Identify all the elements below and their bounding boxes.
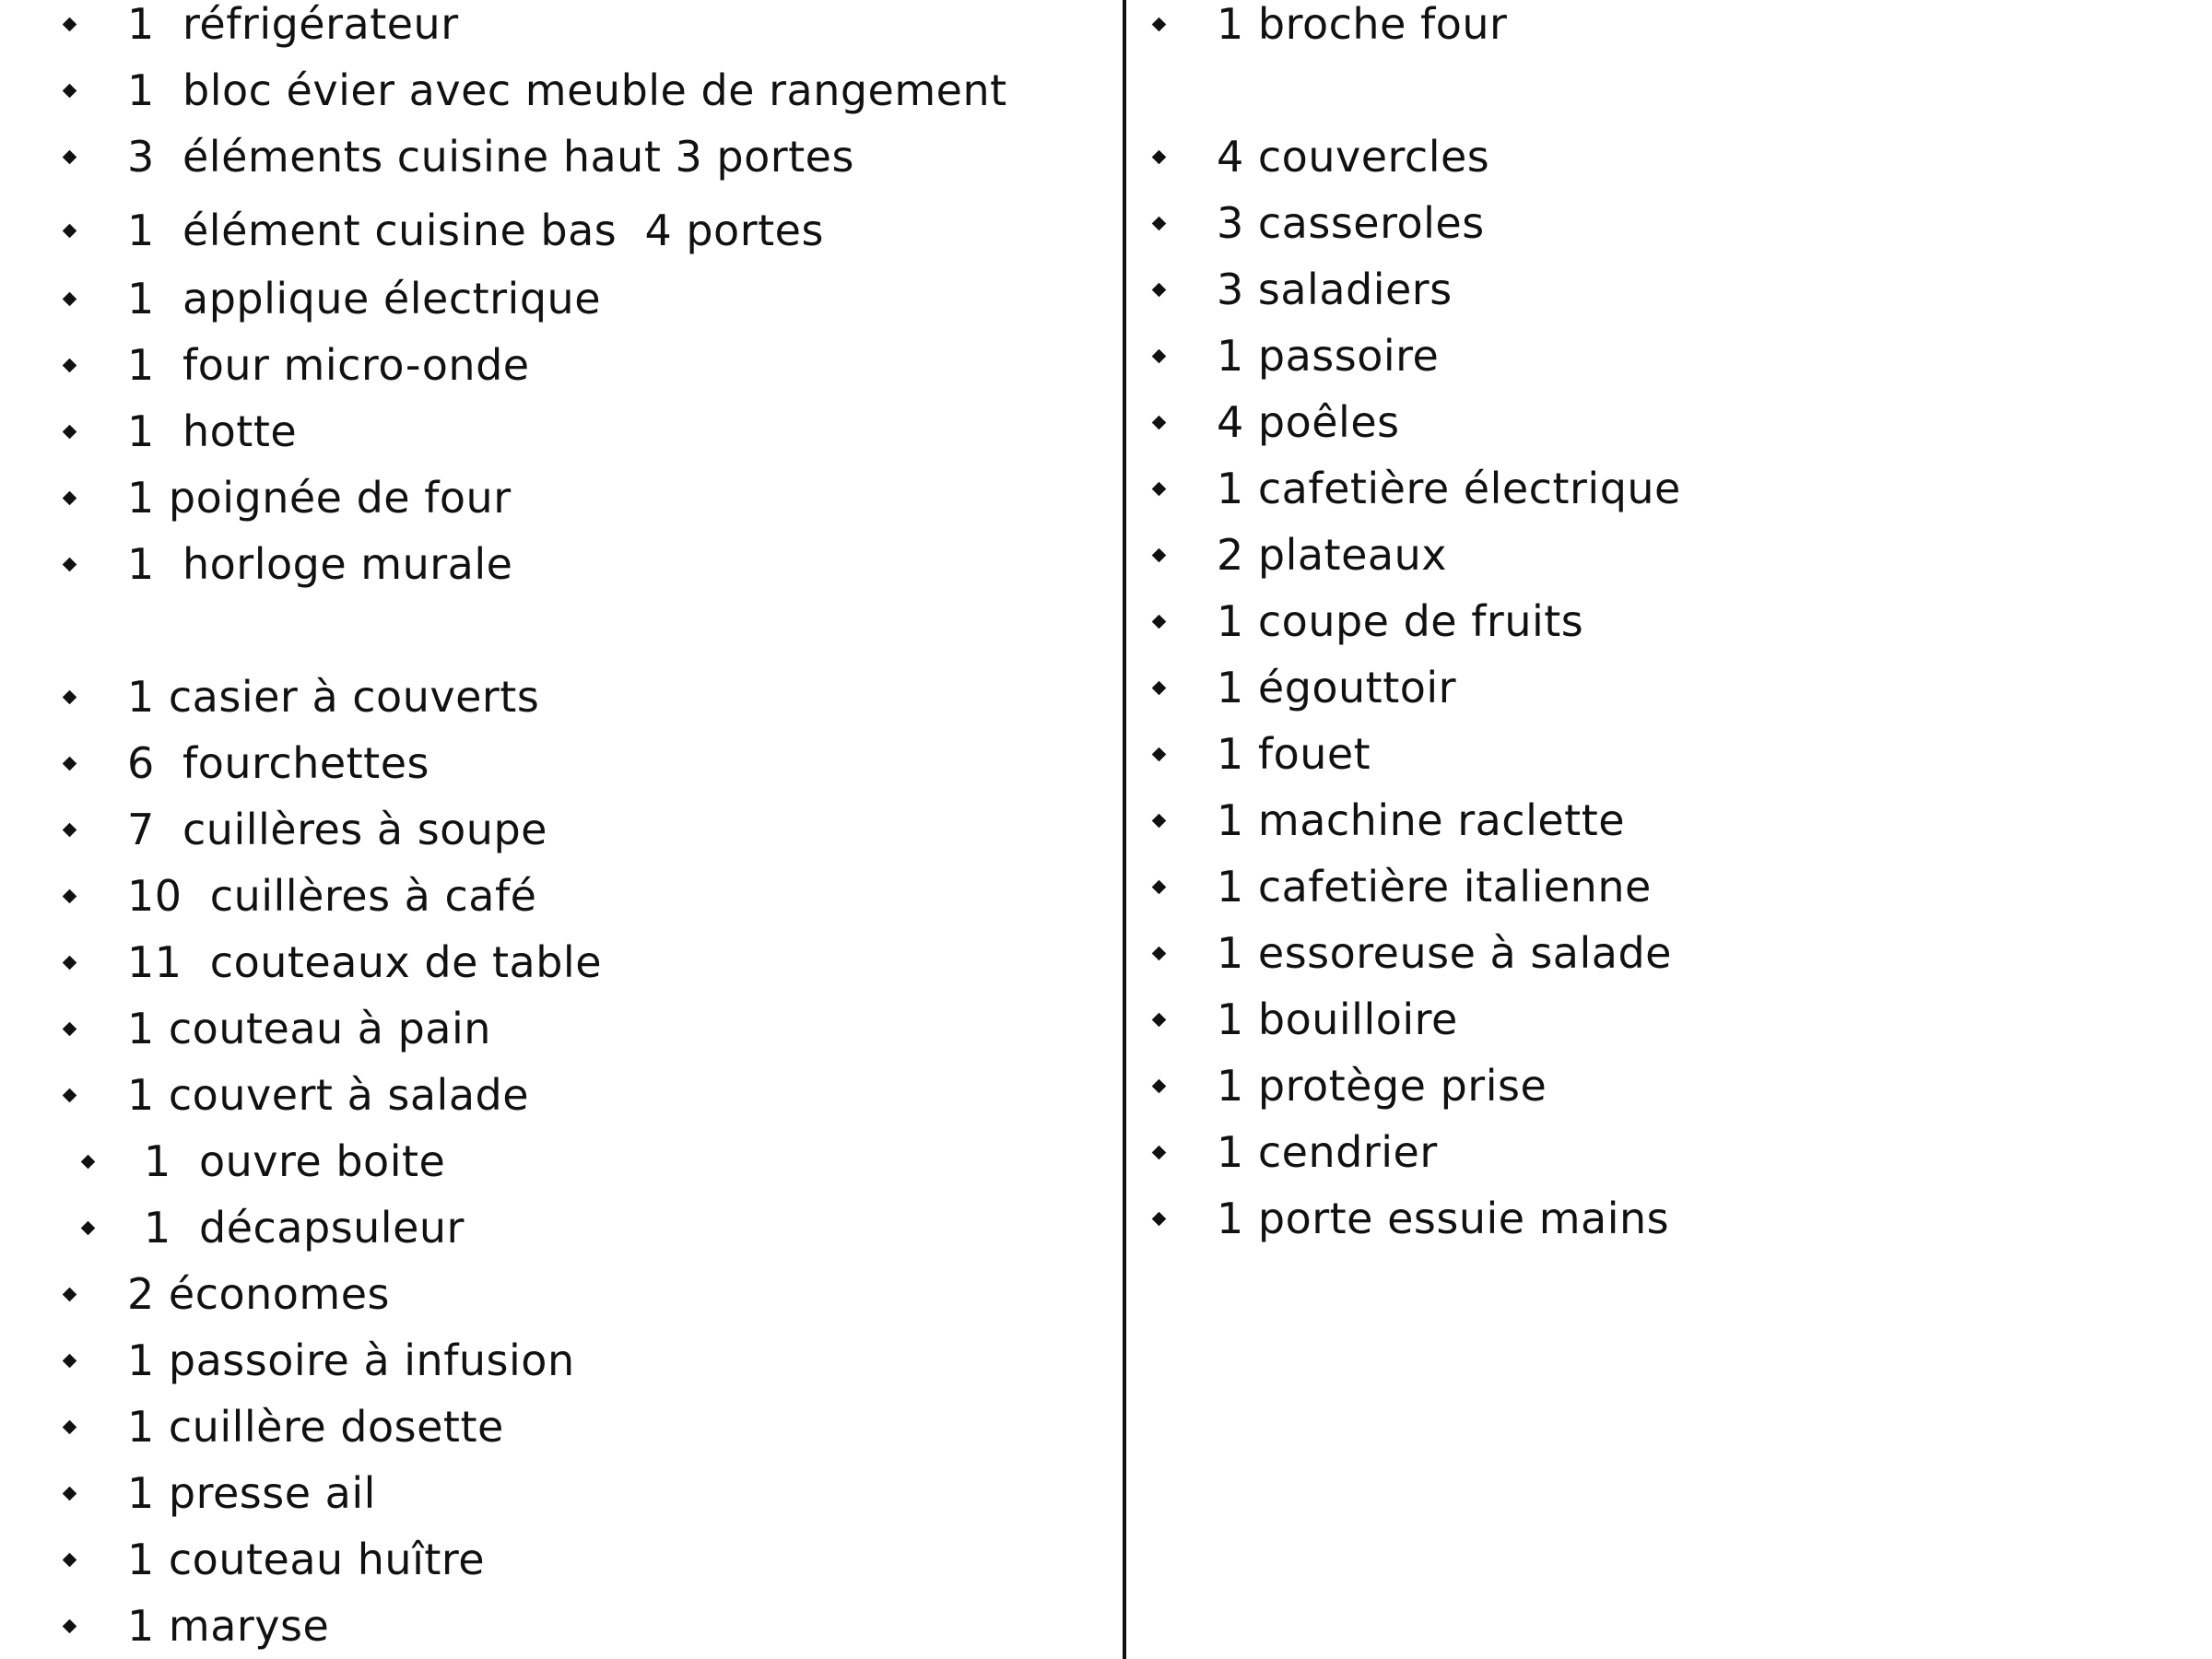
list-item-1-essoreuse-a-salade: [1134, 925, 2194, 981]
diamond-bullet-icon: [63, 558, 77, 572]
list-item-label: 1 presse ail: [127, 1468, 376, 1518]
list-item-1-fouet: [1134, 726, 2194, 782]
list-item-4-poeles: [1134, 394, 2194, 450]
list-item-label: 7 cuillères à soupe: [127, 805, 547, 854]
diamond-bullet-icon: [1152, 814, 1167, 829]
list-item-1-poignee-de-four: [0, 470, 1115, 525]
list-item-1-passoire-a-infusion: [0, 1333, 1115, 1388]
diamond-bullet-icon: [63, 1487, 77, 1501]
list-item-label: 1 applique électrique: [127, 274, 601, 324]
list-item-label: 2 économes: [127, 1269, 390, 1319]
list-item-label: 1 décapsuleur: [144, 1203, 465, 1253]
list-item-label: 1 cafetière électrique: [1217, 464, 1681, 513]
list-item-1-coupe-de-fruits: [1134, 594, 2194, 649]
diamond-bullet-icon: [63, 1022, 77, 1037]
list-item-1-applique-electrique: [0, 271, 1115, 326]
diamond-bullet-icon: [1152, 548, 1167, 563]
list-item-label: 1 casier à couverts: [127, 672, 540, 722]
diamond-bullet-icon: [63, 84, 77, 99]
list-item-label: 1 élément cuisine bas 4 portes: [127, 206, 824, 255]
list-item-label: 1 bloc évier avec meuble de rangement: [127, 65, 1007, 115]
diamond-bullet-icon: [1152, 150, 1167, 165]
list-item-label: 1 cafetière italienne: [1217, 862, 1652, 912]
diamond-bullet-icon: [63, 425, 77, 440]
diamond-bullet-icon: [63, 889, 77, 904]
list-item-label: 1 couteau huître: [127, 1535, 486, 1584]
diamond-bullet-icon: [1152, 482, 1167, 497]
list-item-10-cuilleres-a-cafe: [0, 868, 1115, 924]
list-item-1-egouttoir: [1134, 660, 2194, 715]
diamond-bullet-icon: [63, 224, 77, 239]
list-item-11-couteaux-de-table: [0, 935, 1115, 990]
diamond-bullet-icon: [1152, 681, 1167, 696]
diamond-bullet-icon: [63, 150, 77, 165]
list-item-label: 1 ouvre boite: [144, 1136, 446, 1186]
diamond-bullet-icon: [1152, 416, 1167, 430]
list-item-label: 1 bouilloire: [1217, 994, 1458, 1044]
list-item-3-casseroles: [1134, 195, 2194, 251]
list-item-label: 1 fouet: [1217, 729, 1371, 779]
diamond-bullet-icon: [1152, 880, 1167, 895]
list-item-label: 1 protège prise: [1217, 1061, 1547, 1111]
list-item-1-refrigerateur: [0, 0, 1115, 52]
list-item-label: 1 réfrigérateur: [127, 0, 459, 49]
list-item-label: 1 hotte: [127, 406, 298, 456]
list-item-3-elements-cuisine-haut-3-portes: [0, 129, 1115, 184]
list-item-1-machine-raclette: [1134, 793, 2194, 848]
diamond-bullet-icon: [63, 1354, 77, 1369]
diamond-bullet-icon: [63, 690, 77, 705]
diamond-bullet-icon: [1152, 1079, 1167, 1094]
list-item-1-decapsuleur: [0, 1200, 1115, 1255]
diamond-bullet-icon: [1152, 615, 1167, 629]
diamond-bullet-icon: [1152, 349, 1167, 364]
list-item-6-fourchettes: [0, 735, 1115, 791]
list-item-1-cuillere-dosette: [0, 1399, 1115, 1454]
diamond-bullet-icon: [63, 1420, 77, 1435]
diamond-bullet-icon: [63, 1619, 77, 1634]
list-item-1-casier-a-couverts: [0, 669, 1115, 724]
list-item-1-horloge-murale: [0, 536, 1115, 592]
list-item-2-plateaux: [1134, 527, 2194, 582]
list-item-1-porte-essuie-mains: [1134, 1191, 2194, 1246]
list-item-4-couvercles: [1134, 129, 2194, 184]
diamond-bullet-icon: [63, 1553, 77, 1568]
list-item-1-bloc-evier-avec-meuble-de-rangement: [0, 63, 1115, 118]
list-item-label: 1 porte essuie mains: [1217, 1194, 1670, 1243]
list-item-label: 1 couteau à pain: [127, 1004, 491, 1053]
list-item-1-cendrier: [1134, 1124, 2194, 1180]
list-item-label: 4 poêles: [1217, 397, 1400, 447]
list-item-2-economes: [0, 1266, 1115, 1322]
list-item-label: 1 maryse: [127, 1601, 330, 1651]
list-item-label: 1 cuillère dosette: [127, 1402, 504, 1452]
list-item-1-broche-four: [1134, 0, 2194, 52]
diamond-bullet-icon: [63, 956, 77, 971]
list-item-label: 3 saladiers: [1217, 265, 1453, 314]
diamond-bullet-icon: [81, 1221, 96, 1236]
list-item-1-hotte: [0, 404, 1115, 459]
list-item-1-passoire: [1134, 328, 2194, 383]
list-item-1-bouilloire: [1134, 992, 2194, 1047]
list-item-1-element-cuisine-bas-4-portes: [0, 203, 1115, 258]
diamond-bullet-icon: [81, 1155, 96, 1170]
list-item-1-protege-prise: [1134, 1058, 2194, 1113]
list-item-label: 1 horloge murale: [127, 539, 513, 589]
list-item-1-cafetiere-electrique: [1134, 461, 2194, 516]
list-item-label: 1 essoreuse à salade: [1217, 928, 1672, 978]
list-item-1-couteau-huitre: [0, 1532, 1115, 1587]
list-item-label: 1 passoire à infusion: [127, 1335, 575, 1385]
diamond-bullet-icon: [63, 491, 77, 506]
list-item-label: 10 cuillères à café: [127, 871, 537, 921]
diamond-bullet-icon: [1152, 747, 1167, 762]
diamond-bullet-icon: [1152, 1146, 1167, 1160]
list-item-label: 4 couvercles: [1217, 132, 1490, 182]
diamond-bullet-icon: [63, 292, 77, 307]
diamond-bullet-icon: [1152, 18, 1167, 32]
list-item-label: 1 machine raclette: [1217, 795, 1626, 845]
diamond-bullet-icon: [63, 823, 77, 838]
column-divider: [1123, 0, 1126, 1659]
diamond-bullet-icon: [1152, 947, 1167, 961]
diamond-bullet-icon: [63, 757, 77, 771]
list-item-1-four-micro-onde: [0, 337, 1115, 393]
list-item-label: 11 couteaux de table: [127, 937, 603, 987]
list-item-1-presse-ail: [0, 1465, 1115, 1521]
list-item-label: 1 broche four: [1217, 0, 1508, 49]
list-item-1-cafetiere-italienne: [1134, 859, 2194, 914]
list-item-label: 1 coupe de fruits: [1217, 596, 1584, 646]
list-item-1-couvert-a-salade: [0, 1067, 1115, 1123]
list-item-label: 2 plateaux: [1217, 530, 1447, 580]
diamond-bullet-icon: [1152, 1212, 1167, 1227]
diamond-bullet-icon: [63, 1288, 77, 1302]
list-item-7-cuilleres-a-soupe: [0, 802, 1115, 857]
list-item-1-maryse: [0, 1598, 1115, 1653]
diamond-bullet-icon: [1152, 1013, 1167, 1028]
list-item-label: 1 four micro-onde: [127, 340, 530, 390]
list-item-3-saladiers: [1134, 262, 2194, 317]
list-item-label: 1 égouttoir: [1217, 663, 1457, 712]
list-item-label: 1 couvert à salade: [127, 1070, 530, 1120]
diamond-bullet-icon: [1152, 283, 1167, 298]
list-item-label: 1 poignée de four: [127, 473, 512, 523]
list-item-label: 1 cendrier: [1217, 1127, 1438, 1177]
diamond-bullet-icon: [63, 1088, 77, 1103]
diamond-bullet-icon: [63, 359, 77, 373]
list-item-label: 1 passoire: [1217, 331, 1440, 381]
list-item-label: 3 éléments cuisine haut 3 portes: [127, 132, 854, 182]
diamond-bullet-icon: [1152, 217, 1167, 231]
list-item-1-ouvre-boite: [0, 1134, 1115, 1189]
list-item-1-couteau-a-pain: [0, 1001, 1115, 1056]
list-item-label: 6 fourchettes: [127, 738, 429, 788]
list-item-label: 3 casseroles: [1217, 198, 1485, 248]
diamond-bullet-icon: [63, 18, 77, 32]
